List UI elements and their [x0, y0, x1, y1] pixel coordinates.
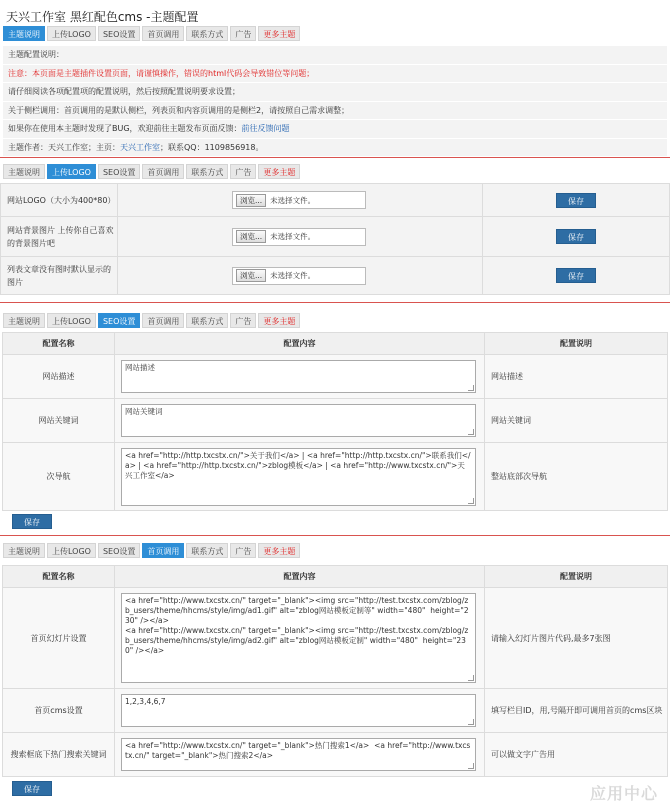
site-description-textarea[interactable]: 网站描述 — [121, 360, 476, 393]
row-content — [115, 355, 485, 399]
row-desc: 请输入幻灯片图片代码,最多7张图 — [485, 588, 668, 689]
tab-ads[interactable]: 广告 — [230, 26, 256, 41]
tab-more-themes[interactable]: 更多主题 — [258, 164, 300, 179]
header-content: 配置内容 — [115, 333, 485, 355]
hot-search-textarea[interactable]: <a href="http://www.txcstx.cn/" target="_blank">热门搜索1</a> <a href="http://www.txcstx.cn/" target="_blank">热门搜索2</a> — [121, 738, 476, 771]
save-logo-button[interactable]: 保存 — [556, 193, 596, 208]
file-cell — [118, 257, 483, 295]
row-name: 搜索框底下热门搜索关键词 — [3, 733, 115, 777]
tab-upload-logo[interactable]: 上传LOGO — [47, 313, 96, 328]
row-name: 网站关键词 — [3, 399, 115, 443]
browse-button[interactable]: 浏览... — [236, 230, 266, 243]
table-row — [3, 443, 668, 511]
divider — [0, 535, 670, 536]
table-row — [3, 689, 668, 733]
author-text: 主题作者：天兴工作室；主页： — [8, 142, 120, 152]
header-name: 配置名称 — [3, 333, 115, 355]
tab-seo[interactable]: SEO设置 — [98, 164, 140, 179]
logo-label: 网站LOGO（大小为400*80） — [1, 184, 118, 217]
feedback-link[interactable]: 前往反馈问题 — [241, 124, 290, 133]
tab-contact[interactable]: 联系方式 — [186, 543, 228, 558]
header-name: 配置名称 — [3, 566, 115, 588]
logo-file-input[interactable] — [232, 191, 366, 209]
tab-home-call[interactable]: 首页调用 — [142, 543, 184, 558]
intro-read-instructions: 请仔细阅读各项配置项的配置说明，然后按照配置说明要求设置； — [3, 83, 667, 102]
tab-ads[interactable]: 广告 — [230, 543, 256, 558]
tab-home-call[interactable]: 首页调用 — [142, 26, 184, 41]
row-name: 网站描述 — [3, 355, 115, 399]
tab-contact[interactable]: 联系方式 — [186, 313, 228, 328]
header-desc: 配置说明 — [485, 566, 668, 588]
tab-contact[interactable]: 联系方式 — [186, 26, 228, 41]
tab-more-themes[interactable]: 更多主题 — [258, 543, 300, 558]
default-image-file-input[interactable] — [232, 267, 366, 285]
save-cell — [483, 184, 670, 217]
row-desc: 填写栏目ID，用,号隔开即可调用首页的cms区块 — [485, 689, 668, 733]
tab-more-themes[interactable]: 更多主题 — [258, 313, 300, 328]
tab-contact[interactable]: 联系方式 — [186, 164, 228, 179]
table-row — [3, 733, 668, 777]
save-cell — [483, 217, 670, 257]
tab-theme-info[interactable]: 主题说明 — [3, 543, 45, 558]
intro-bug-feedback — [3, 120, 667, 139]
row-name: 首页幻灯片设置 — [3, 588, 115, 689]
header-content: 配置内容 — [115, 566, 485, 588]
intro-author — [3, 139, 667, 158]
home-call-table — [2, 565, 668, 777]
tab-upload-logo[interactable]: 上传LOGO — [47, 26, 96, 41]
watermark: 应用中心 — [589, 784, 658, 803]
table-row — [3, 588, 668, 689]
row-content — [115, 733, 485, 777]
tab-theme-info[interactable]: 主题说明 — [3, 26, 45, 41]
slideshow-textarea[interactable]: <a href="http://www.txcstx.cn/" target="_blank"><img src="http://test.txcstx.com/zblog/zb_users/theme/hhcms/style/img/ad1.gif" alt="zblog网站模板定制等" width="480" height="230" /></a> <a href="http://www.txcstx.cn/" target="_blank"><img src="http://test.txcstx.com/zblog/zb_users/theme/hhcms/style/img/ad2.gif" alt="zblog网站模板定制" width="480" height="230" /></a> — [121, 593, 476, 683]
row-content — [115, 399, 485, 443]
row-desc: 网站关键词 — [485, 399, 668, 443]
file-cell — [118, 184, 483, 217]
table-header — [3, 333, 668, 355]
row-desc: 整站底部次导航 — [485, 443, 668, 511]
tab-bar-logo — [3, 164, 300, 179]
row-desc: 可以做文字广告用 — [485, 733, 668, 777]
seo-table — [2, 332, 668, 511]
logo-row — [1, 184, 670, 217]
tab-upload-logo[interactable]: 上传LOGO — [47, 164, 96, 179]
tab-theme-info[interactable]: 主题说明 — [3, 164, 45, 179]
author-qq: ；联系QQ：1109856918。 — [160, 142, 264, 152]
default-image-row — [1, 257, 670, 295]
table-header — [3, 566, 668, 588]
save-default-image-button[interactable]: 保存 — [556, 268, 596, 283]
logo-upload-table — [0, 183, 670, 295]
intro-sidebar-note: 关于侧栏调用：首页调用的是默认侧栏，列表页和内容页调用的是侧栏2，请按照自己需求调整； — [3, 102, 667, 121]
save-cell — [483, 257, 670, 295]
table-row — [3, 399, 668, 443]
tab-bar-intro — [3, 26, 300, 41]
background-row — [1, 217, 670, 257]
divider — [0, 157, 670, 158]
divider — [0, 302, 670, 303]
row-content — [115, 443, 485, 511]
tab-bar-seo — [3, 313, 300, 328]
table-row — [3, 355, 668, 399]
feedback-text: 如果你在使用本主题时发现了BUG，欢迎前往主题发布页面反馈： — [8, 124, 242, 133]
tab-theme-info[interactable]: 主题说明 — [3, 313, 45, 328]
background-label: 网站背景图片 上传你自己喜欢的背景图片吧 — [1, 217, 118, 257]
tab-upload-logo[interactable]: 上传LOGO — [47, 543, 96, 558]
tab-seo[interactable]: SEO设置 — [98, 26, 140, 41]
browse-button[interactable]: 浏览... — [236, 269, 266, 282]
row-name: 次导航 — [3, 443, 115, 511]
row-desc: 网站描述 — [485, 355, 668, 399]
row-content — [115, 588, 485, 689]
home-cms-textarea[interactable]: 1,2,3,4,6,7 — [121, 694, 476, 727]
tab-bar-home — [3, 543, 300, 558]
intro-warning: 注意：本页面是主题插件设置页面，请谨慎操作，错误的html代码会导致错位等问题； — [3, 65, 667, 84]
page-title: 天兴工作室 黑红配色cms -主题配置 — [6, 10, 199, 24]
tab-seo[interactable]: SEO设置 — [98, 313, 140, 328]
row-name: 首页cms设置 — [3, 689, 115, 733]
save-background-button[interactable]: 保存 — [556, 229, 596, 244]
intro-heading: 主题配置说明： — [3, 46, 667, 65]
file-status: 未选择文件。 — [270, 232, 316, 241]
file-status: 未选择文件。 — [270, 271, 316, 280]
tab-seo[interactable]: SEO设置 — [98, 543, 140, 558]
site-keywords-textarea[interactable]: 网站关键词 — [121, 404, 476, 437]
tab-home-call[interactable]: 首页调用 — [142, 313, 184, 328]
tab-ads[interactable]: 广告 — [230, 164, 256, 179]
row-content — [115, 689, 485, 733]
file-cell — [118, 217, 483, 257]
background-file-input[interactable] — [232, 228, 366, 246]
file-status: 未选择文件。 — [270, 195, 316, 205]
browse-button[interactable]: 浏览... — [236, 194, 266, 207]
save-home-button[interactable]: 保存 — [12, 781, 52, 796]
tab-home-call[interactable]: 首页调用 — [142, 164, 184, 179]
homepage-link[interactable]: 天兴工作室 — [120, 142, 160, 152]
header-desc: 配置说明 — [485, 333, 668, 355]
intro-panel — [3, 46, 667, 157]
default-image-label: 列表文章没有图时默认显示的图片 — [1, 257, 118, 295]
save-seo-button[interactable]: 保存 — [12, 514, 52, 529]
sub-nav-textarea[interactable]: <a href="http://http.txcstx.cn/">关于我们</a> | <a href="http://http.txcstx.cn/">联系我们</a> | <a href="http://http.txcstx.cn/">zblog模板</a> | <a href="http://www.txcstx.cn/">天兴工作室</a> — [121, 448, 476, 506]
tab-ads[interactable]: 广告 — [230, 313, 256, 328]
tab-more-themes[interactable]: 更多主题 — [258, 26, 300, 41]
